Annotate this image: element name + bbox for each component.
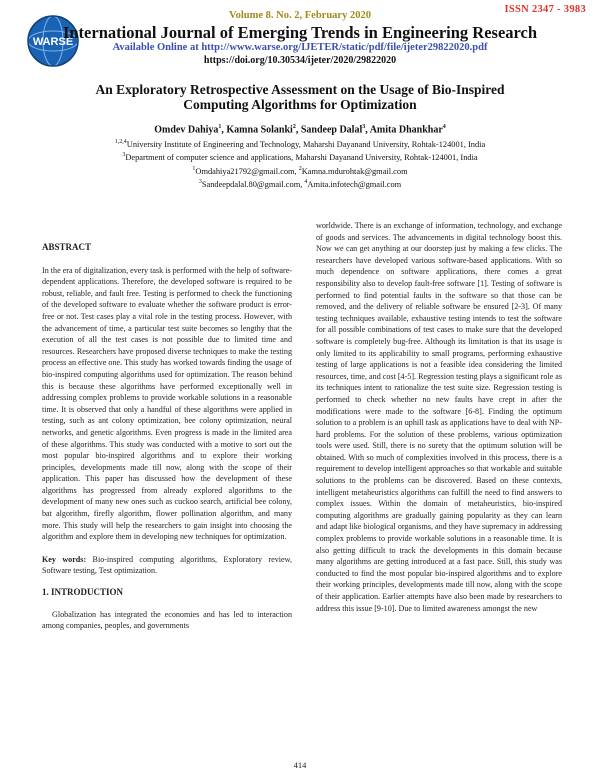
email-address: Sandeepdalal.80@gmail.com, — [201, 179, 305, 189]
email-sup: 4 — [304, 179, 308, 186]
email-sup: 2 — [298, 165, 302, 172]
affiliations — [0, 137, 600, 191]
introduction-text-left: Globalization has integrated the economies and has led to interaction among companies, peoples, and governments — [42, 609, 292, 631]
author-sup: 1 — [218, 124, 222, 130]
email-address: Amita.infotech@gmail.com — [307, 179, 402, 189]
keywords — [42, 554, 292, 577]
paper-title — [60, 82, 540, 112]
introduction-heading: 1. INTRODUCTION — [42, 587, 124, 598]
email-address: Omdahiya21792@gmail.com, — [195, 166, 299, 176]
doi-link[interactable]: https://doi.org/10.30534/ijeter/2020/29822020 — [203, 55, 397, 66]
affiliation-1 — [0, 137, 600, 150]
paper-title-line-2: Computing Algorithms for Optimization — [183, 97, 417, 112]
right-column — [316, 220, 562, 614]
affiliation-text: Department of computer science and applications, Maharshi Dayanand University, Rohtak-124001, India — [125, 153, 478, 163]
author-name: Sandeep Dalal — [300, 124, 363, 136]
left-column — [42, 242, 292, 632]
author-name: Amita Dhankhar — [369, 124, 443, 136]
logo-text: WARSE — [32, 36, 74, 48]
author-sup: 3 — [362, 124, 366, 130]
email-sup: 1 — [192, 165, 196, 172]
introduction-text-right: worldwide. There is an exchange of information, technology, and exchange of goods and services. The advancements in digital technology boost this. Now we can get anything at our doorstep just by making a few clicks. The researchers have developed various software-based applications. With so much dependence on software applications, there comes a great responsibility also to develop fault-free software [1]. Testing of software is performed to find potential faults in the software so that those can be removed, and the delivery of reliable software be ensured [2-3]. Of many testing techniques available, exhaustive testing intends to test the software for all possible combinations of test cases to make sure that the developed software is completely bug-free. Although its limitation is that its usage is only limited to its applicability to small programs, performing exhaustive testing of large applications is not a feasible idea considering the limited resources, time, and cost [4-5]. Regression testing plays a significant role as its techniques intent to rationalize the test suite size. Regression testing is performed to check whether no new faults have crept in after the modifications were made to the software [6-8]. Finding the optimum solution to a problem is an uphill task as applications have to deal with NP-hard problems. For the solution of these problems, various optimization tools were used. Still, there is no surety that the optimum solution will be obtained. With so much of complexities involved in this process, there is a requirement to develop intelligent approaches so that workable and suitable solutions to the problems can be discovered. Based on these contexts, intelligent metaheuristics algorithms can fulfill the need to find answers to complex issues. Within the domain of metaheuristics, bio-inspired computing algorithms are gradually gaining popularity as they can learn and adapt like biological organisms, and they have supremacy in addressing complex problems to provide workable solutions in a reasonable time. It is also getting difficult to track the developments in this domain because many algorithms are getting introduced at a fast pace. Still, this study was conducted to find the most popular bio-inspired algorithms and to explore their working principles, developments made till now, along with the scope of their application. Earlier attempts have also been made by researchers to address this issue [9-10]. Due to limited awareness amongst the new — [316, 221, 562, 613]
email-line-1 — [0, 164, 600, 177]
email-line-2 — [0, 177, 600, 190]
author-list — [0, 124, 600, 135]
author-sup: 4 — [442, 124, 446, 130]
author-separator: , — [221, 124, 227, 136]
affiliation-2 — [0, 150, 600, 163]
author-name: Kamna Solanki — [226, 124, 293, 136]
author-separator: , — [365, 124, 370, 136]
author-sup: 2 — [292, 124, 296, 130]
email-address: Kamna.mdurohtak@gmail.com — [301, 166, 408, 176]
affiliation-sup: 1,2,4 — [114, 139, 127, 145]
author-name: Omdev Dahiya — [154, 124, 219, 136]
journal-title: International Journal of Emerging Trends in Engineering Research — [62, 23, 538, 42]
online-link[interactable]: Available Online at http://www.warse.org/IJETER/static/pdf/file/ijeter29822020.pdf — [112, 42, 488, 53]
keywords-label: Key words: — [42, 554, 87, 564]
volume-line: Volume 8. No. 2, February 2020 — [229, 10, 371, 21]
keywords-text: Bio-inspired computing algorithms, Exploratory review, Software testing, Test optimization. — [42, 554, 292, 576]
email-sup: 3 — [198, 179, 202, 186]
page-number: 414 — [293, 760, 307, 770]
abstract-heading: ABSTRACT — [42, 242, 92, 252]
paper-title-line-1: An Exploratory Retrospective Assessment on the Usage of Bio-Inspired — [95, 82, 505, 97]
abstract-text: In the era of digitalization, every task is performed with the help of software-dependent applications. Therefore, the developed software is required to be robust, reliable, and fault free. Testing is performed to check the functioning of the developed software to evaluate whether the software product is error-free or not. Test cases play a vital role in the testing process. However, with the advancement of time, a particular test suite becomes so lengthy that the execution of all the test cases is not possible due to limited time and resources. Researchers have proposed diverse techniques to make the testing process an effective one. This study has worked towards finding the usage of bio-inspired computing algorithms used for optimization. The reason behind this is because these algorithms have performed exceptionally well in addressing complex problems to provide workable solutions in a reasonable time. It is observed that only a handful of these algorithms were applied in testing, such as ant colony optimization, bee colony optimization, neural networks, and genetic algorithms. Even progress is made in the limited area of these algorithms. This study was conducted with a motive to sort out the most popular bio-inspired algorithms and to explore their working principles, developments made till now, along with the scope of their application. This paper has discussed how the development of these algorithms has progressed from already explored algorithms to the development of many new ones such as cuckoo search, artificial bee colony, bat algorithm, firefly algorithm, flower pollination algorithm, and many more. This study will help the researchers to gain insight into choosing the algorithm and explore them in developing new techniques for optimization. — [42, 265, 292, 542]
affiliation-text: University Institute of Engineering and Technology, Maharshi Dayanand University, Rohtak-124001, India — [126, 139, 486, 149]
affiliation-sup: 3 — [122, 152, 126, 159]
issn-label: ISSN 2347 - 3983 — [504, 4, 586, 15]
author-separator: , — [295, 124, 301, 136]
